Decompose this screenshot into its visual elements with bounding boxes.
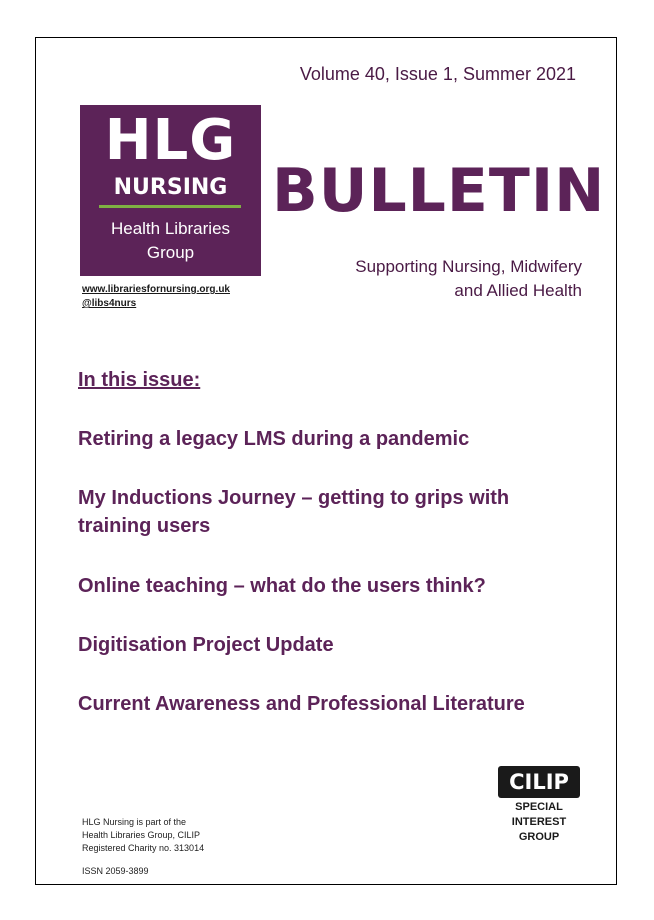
contents-item: Retiring a legacy LMS during a pandemic xyxy=(78,428,470,450)
contents-item: Digitisation Project Update xyxy=(78,634,334,656)
contents-heading: In this issue: xyxy=(78,369,201,391)
hlg-nursing-logo xyxy=(80,105,261,276)
footer-line1: HLG Nursing is part of the xyxy=(82,817,187,827)
cilip-sig-line3: GROUP xyxy=(518,831,560,843)
logo-nursing-text: NURSING xyxy=(113,175,228,200)
contents-item: My Inductions Journey – getting to grips with training users xyxy=(78,487,510,537)
tagline xyxy=(355,255,582,303)
logo-subtitle-line1: Health Libraries xyxy=(110,219,231,238)
issn: ISSN 2059-3899 xyxy=(82,866,149,876)
cilip-sig-line2: INTEREST xyxy=(511,816,567,828)
twitter-link[interactable]: @libs4nurs xyxy=(82,298,137,309)
bulletin-cover xyxy=(35,37,617,885)
contents-item: Current Awareness and Professional Literature xyxy=(78,693,525,715)
contact-links xyxy=(82,283,230,311)
cilip-wordmark: CILIP xyxy=(498,766,580,798)
footer-line2: Health Libraries Group, CILIP xyxy=(82,830,201,840)
volume-issue: Volume 40, Issue 1, Summer 2021 xyxy=(299,64,576,84)
bulletin-title: BULLETIN xyxy=(272,156,606,226)
tagline-line2: and Allied Health xyxy=(454,281,582,300)
contents-item: Online teaching – what do the users think? xyxy=(78,575,486,597)
logo-divider xyxy=(99,205,241,208)
cilip-logo xyxy=(498,766,580,843)
website-link[interactable]: www.librariesfornursing.org.uk xyxy=(82,284,230,295)
logo-hlg-text: HLG xyxy=(104,108,237,173)
footer-note xyxy=(82,816,204,855)
cilip-sig-line1: SPECIAL xyxy=(515,801,563,813)
footer-line3: Registered Charity no. 313014 xyxy=(82,843,205,853)
logo-subtitle-line2: Group xyxy=(146,243,195,262)
tagline-line1: Supporting Nursing, Midwifery xyxy=(355,257,582,276)
